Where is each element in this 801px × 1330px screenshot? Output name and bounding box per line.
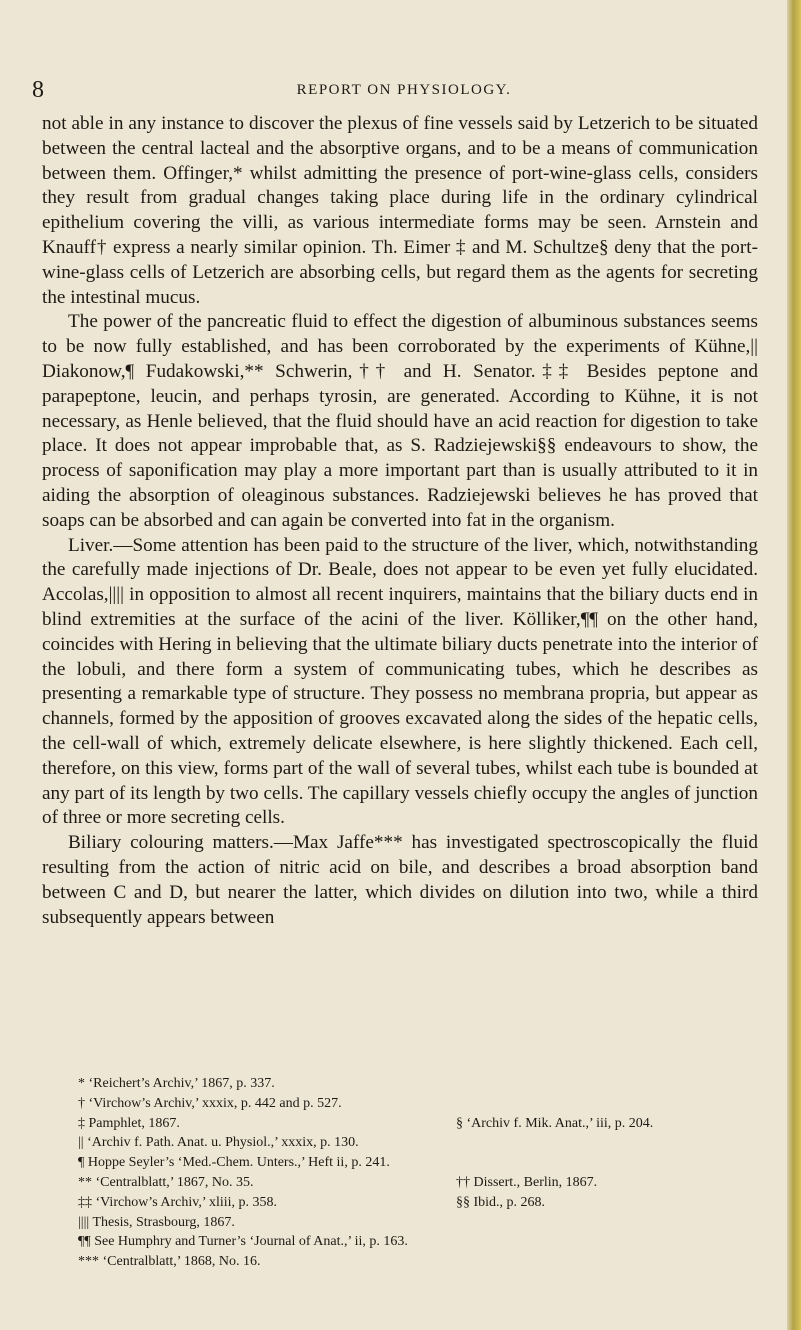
footnote: † ‘Virchow’s Archiv,’ xxxix, p. 442 and p. 527. xyxy=(78,1095,342,1111)
page-edge xyxy=(787,0,801,1330)
footnote: ‡‡ ‘Virchow’s Archiv,’ xliii, p. 358. xyxy=(78,1194,278,1210)
footnote: § ‘Archiv f. Mik. Anat.,’ iii, p. 204. xyxy=(456,1115,654,1131)
footnote-row xyxy=(78,1173,738,1193)
footnote: †† Dissert., Berlin, 1867. xyxy=(456,1174,598,1190)
paragraph-intestinal-absorption: not able in any instance to discover the plexus of fine vessels said by Letzerich to be situated between the central lacteal and the absorptive organs, and to be a means of communication between them. Offinger,* whilst admitting the presence of port-wine-glass cells, considers they result from gradual changes taking place during life in the ordinary cylindrical epithelium covering the villi, as various intermediate forms may be seen. Arnstein and Knauff† express a nearly similar opinion. Th. Eimer ‡ and M. Schultze§ deny that the port-wine-glass cells of Letzerich are absorbing cells, but regard them as the agents for secreting the intestinal mucus. xyxy=(42,113,758,308)
footnote: *** ‘Centralblatt,’ 1868, No. 16. xyxy=(78,1254,261,1270)
footnote: |||| Thesis, Strasbourg, 1867. xyxy=(78,1214,235,1230)
paragraph-pancreatic-fluid: The power of the pancreatic fluid to effect the digestion of albuminous substances seems to be now fully established, and has been corroborated by the experiments of Kühne,|| Diakonow,¶ Fudakowski,** Schwerin,†† and H. Senator.‡‡ Besides peptone and parapeptone, leucin, and perhaps tyrosin, are generated. According to Kühne, it is not necessary, as Henle believed, that the fluid should have an acid reaction for digestion to take place. It does not appear improbable that, as S. Radziejewski§§ endeavours to show, the process of saponification may play a more important part than is usually attributed to it in aiding the absorption of oleaginous substances. Radziejewski believes he has proved that soaps can be absorbed and can again be converted into fat in the organism. xyxy=(42,311,758,531)
running-head: REPORT ON PHYSIOLOGY. xyxy=(296,82,512,98)
footnote: ** ‘Centralblatt,’ 1867, No. 35. xyxy=(78,1174,254,1190)
footnote: §§ Ibid., p. 268. xyxy=(456,1194,546,1210)
footnote: ¶¶ See Humphry and Turner’s ‘Journal of Anat.,’ ii, p. 163. xyxy=(78,1234,408,1250)
footnote: ‡ Pamphlet, 1867. xyxy=(78,1115,180,1131)
paragraph-biliary-colouring: Biliary colouring matters.—Max Jaffe*** has investigated spectroscopically the fluid resulting from the action of nitric acid on bile, and describes a broad absorption band between C and D, but nearer the latter, which divides on dilution into two, while a third subsequently appears between xyxy=(42,832,758,928)
footnote: ¶ Hoppe Seyler’s ‘Med.-Chem. Unters.,’ Heft ii, p. 241. xyxy=(78,1155,390,1171)
footnote: || ‘Archiv f. Path. Anat. u. Physiol.,’ xxxix, p. 130. xyxy=(78,1135,359,1151)
footnotes xyxy=(78,1074,738,1272)
footnote-row xyxy=(78,1193,738,1213)
body-text xyxy=(42,112,758,930)
page-header xyxy=(32,78,752,108)
footnote: * ‘Reichert’s Archiv,’ 1867, p. 337. xyxy=(78,1076,275,1091)
footnote-row xyxy=(78,1114,738,1134)
page-number: 8 xyxy=(32,77,44,103)
paragraph-liver: Liver.—Some attention has been paid to the structure of the liver, which, notwithstanding the carefully made injections of Dr. Beale, does not appear to be even yet fully elucidated. Accolas,|||| in opposition to almost all recent inquirers, maintains that the biliary ducts end in blind extremities at the surface of the acini of the liver. Kölliker,¶¶ on the other hand, coincides with Hering in believing that the ultimate biliary ducts penetrate into the interior of the lobuli, and there form a system of communicating tubes, which he describes as presenting a remarkable type of structure. They possess no membrana propria, but appear as channels, formed by the apposition of grooves excavated along the sides of the hepatic cells, the cell-wall of which, extremely delicate elsewhere, is here slightly thickened. Each cell, therefore, on this view, forms part of the wall of several tubes, whilst each tube is bounded at any part of its length by two cells. The capillary vessels chiefly occupy the angles of junction of three or more secreting cells. xyxy=(42,534,758,829)
